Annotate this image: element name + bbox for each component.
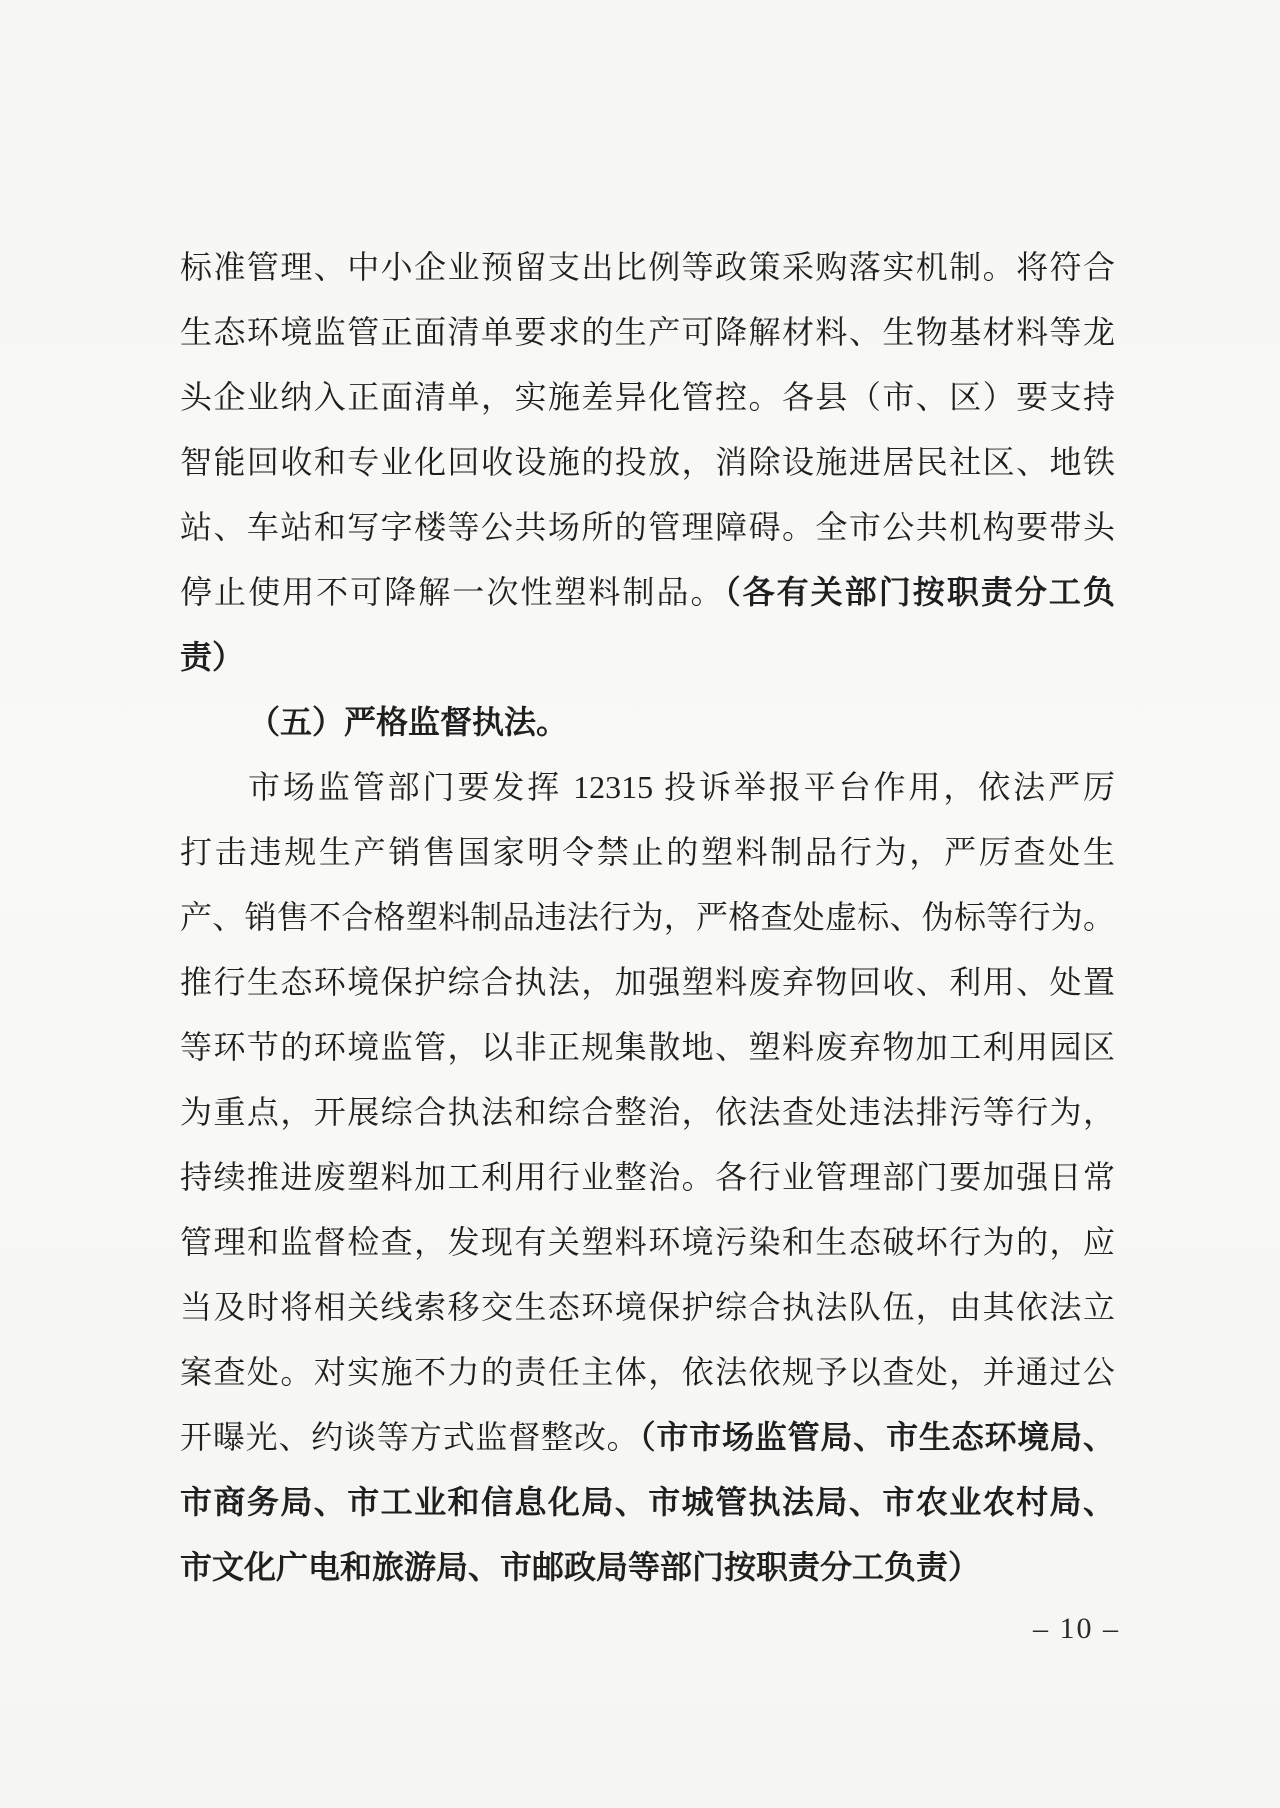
body-text: 智能回收和专业化回收设施的投放，消除设施进居民社区、地铁 bbox=[180, 444, 1115, 480]
body-text: 打击违规生产销售国家明令禁止的塑料制品行为，严厉查处生 bbox=[180, 834, 1115, 870]
body-text: 头企业纳入正面清单，实施差异化管控。各县（市、区）要支持 bbox=[180, 379, 1115, 415]
bold-text: 市文化广电和旅游局、市邮政局等部门按职责分工负责） bbox=[180, 1549, 981, 1585]
bold-text: （各有关部门按职责分工负 bbox=[724, 574, 1115, 610]
heading-text: （五）严格监督执法。 bbox=[248, 704, 569, 740]
body-text: 案查处。对实施不力的责任主体，依法依规予以查处，并通过公 bbox=[180, 1354, 1115, 1390]
body-text: 市场监管部门要发挥 12315 投诉举报平台作用，依法严厉 bbox=[248, 769, 1115, 805]
page-number: – 10 – bbox=[1033, 1612, 1120, 1645]
paragraph-line-12 bbox=[180, 950, 1115, 1015]
body-text: 开曝光、约谈等方式监督整改。 bbox=[180, 1419, 640, 1455]
body-text: 站、车站和写字楼等公共场所的管理障碍。全市公共机构要带头 bbox=[180, 509, 1115, 545]
paragraph-line-11 bbox=[180, 885, 1115, 950]
paragraph-line-13 bbox=[180, 1015, 1115, 1080]
paragraph-line-14 bbox=[180, 1080, 1115, 1145]
paragraph-line-6 bbox=[180, 560, 1115, 625]
paragraph-line-19 bbox=[180, 1405, 1115, 1470]
body-text: 为重点，开展综合执法和综合整治，依法查处违法排污等行为， bbox=[180, 1094, 1115, 1130]
paragraph-line-20 bbox=[180, 1470, 1115, 1535]
paragraph-line-18 bbox=[180, 1340, 1115, 1405]
body-text: 等环节的环境监管，以非正规集散地、塑料废弃物加工利用园区 bbox=[180, 1029, 1115, 1065]
bold-text: 市商务局、市工业和信息化局、市城管执法局、市农业农村局、 bbox=[180, 1484, 1115, 1520]
body-text: 管理和监督检查，发现有关塑料环境污染和生态破坏行为的，应 bbox=[180, 1224, 1115, 1260]
paragraph-line-15 bbox=[180, 1145, 1115, 1210]
bold-text: 责） bbox=[180, 639, 245, 675]
paragraph-line-9 bbox=[180, 755, 1115, 820]
paragraph-line-5 bbox=[180, 495, 1115, 560]
paragraph-line-4 bbox=[180, 430, 1115, 495]
paragraph-line-3 bbox=[180, 365, 1115, 430]
body-text: 持续推进废塑料加工利用行业整治。各行业管理部门要加强日常 bbox=[180, 1159, 1115, 1195]
body-text: 产、销售不合格塑料制品违法行为，严格查处虚标、伪标等行为。 bbox=[180, 899, 1115, 935]
paragraph-line-17 bbox=[180, 1275, 1115, 1340]
document-text-block bbox=[180, 235, 1115, 1600]
body-text: 生态环境监管正面清单要求的生产可降解材料、生物基材料等龙 bbox=[180, 314, 1115, 350]
paragraph-line-16 bbox=[180, 1210, 1115, 1275]
body-text: 停止使用不可降解一次性塑料制品。 bbox=[180, 574, 725, 610]
body-text: 当及时将相关线索移交生态环境保护综合执法队伍，由其依法立 bbox=[180, 1289, 1115, 1325]
body-text: 标准管理、中小企业预留支出比例等政策采购落实机制。将符合 bbox=[180, 249, 1115, 285]
paragraph-line-21 bbox=[180, 1535, 1115, 1600]
section-heading bbox=[180, 690, 1115, 755]
body-text: 推行生态环境保护综合执法，加强塑料废弃物回收、利用、处置 bbox=[180, 964, 1115, 1000]
paragraph-line-10 bbox=[180, 820, 1115, 885]
bold-text: （市市场监管局、市生态环境局、 bbox=[639, 1419, 1115, 1455]
paragraph-line-2 bbox=[180, 300, 1115, 365]
paragraph-line-1 bbox=[180, 235, 1115, 300]
paragraph-line-7 bbox=[180, 625, 1115, 690]
